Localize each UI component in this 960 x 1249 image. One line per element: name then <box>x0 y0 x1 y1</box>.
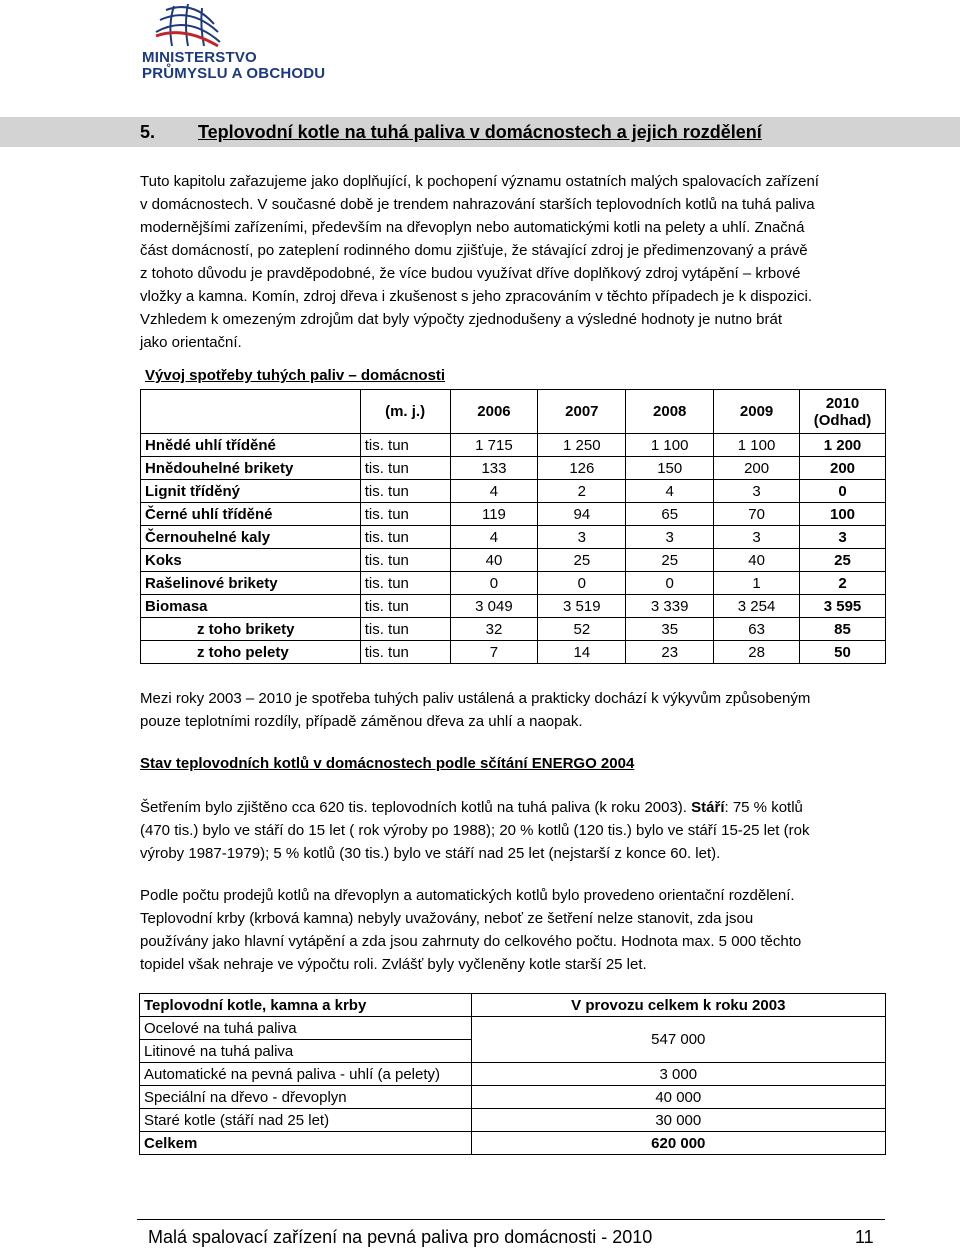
table-row: z toho pelety tis. tun 7 14 23 28 50 <box>141 641 886 664</box>
table1-header-2010: 2010 (Odhad) <box>800 390 886 434</box>
table1-header-2008: 2008 <box>626 390 714 434</box>
table-row: Lignit tříděný tis. tun 4 2 4 3 0 <box>141 480 886 503</box>
subheading: Stav teplovodních kotlů v domácnostech podle sčítání ENERGO 2004 <box>140 755 635 772</box>
table1-header-2009: 2009 <box>714 390 800 434</box>
table-row: Černouhelné kaly tis. tun 4 3 3 3 3 <box>141 526 886 549</box>
table1-header-row <box>141 390 886 434</box>
table-row: Automatické na pevná paliva - uhlí (a pelety) 3 000 <box>140 1063 886 1086</box>
table1-header-2006: 2006 <box>450 390 538 434</box>
table1-header-unit: (m. j.) <box>360 390 450 434</box>
table1-caption: Vývoj spotřeby tuhých paliv – domácnosti <box>145 367 446 384</box>
table2-header-row: Teplovodní kotle, kamna a krby V provozu celkem k roku 2003 <box>140 994 886 1017</box>
footer-divider <box>137 1219 885 1220</box>
table-row: Ocelové na tuhá paliva 547 000 <box>140 1017 886 1040</box>
footer-title: Malá spalovací zařízení na pevná paliva pro domácnosti - 2010 <box>148 1227 653 1247</box>
table-row: Černé uhlí tříděné tis. tun 119 94 65 70 100 <box>141 503 886 526</box>
fuel-consumption-table <box>140 389 886 664</box>
table-row: Hnědé uhlí tříděné tis. tun 1 715 1 250 1 100 1 100 1 200 <box>141 434 886 457</box>
table-row: Biomasa tis. tun 3 049 3 519 3 339 3 254 3 595 <box>141 595 886 618</box>
section-heading <box>140 122 762 143</box>
table-row: z toho brikety tis. tun 32 52 35 63 85 <box>141 618 886 641</box>
table-row: Speciální na dřevo - dřevoplyn 40 000 <box>140 1086 886 1109</box>
intro-paragraph: Tuto kapitolu zařazujeme jako doplňující, k pochopení významu ostatních malých spalovacích zařízení v domácnostech. V současné době je trendem nahrazování starších teplovodních kotlů na tuhá paliva modernějšími zařízeními, především na dřevoplyn nebo automatickými kotli na pelety a uhlí. Značná část domácností, po zateplení rodinného domu zjišťuje, že stávající zdroj je předimenzovaný a právě z tohoto důvodu je pravděpodobné, že více budou využívat dříve doplňkový zdroj vytápění – krbové vložky a kamna. Komín, zdroj dřeva i zkušenost s jeho zpracováním v těchto případech je k dispozici. Vzhledem k omezeným zdrojům dat byly výpočty zjednodušeny a výsledné hodnoty je nutno brát jako orientační. <box>140 173 819 351</box>
page-number: 11 <box>855 1227 874 1247</box>
table-row: Hnědouhelné brikety tis. tun 133 126 150 200 200 <box>141 457 886 480</box>
section-title: Teplovodní kotle na tuhá paliva v domácnostech a jejich rozdělení <box>198 122 762 142</box>
table-row: Koks tis. tun 40 25 25 40 25 <box>141 549 886 572</box>
table1-header-2007: 2007 <box>538 390 626 434</box>
table-row: Staré kotle (stáří nad 25 let) 30 000 <box>140 1109 886 1132</box>
distribution-paragraph: Podle počtu prodejů kotlů na dřevoplyn a automatických kotlů bylo provedeno orientační rozdělení. Teplovodní krby (krbová kamna) nebyly uvažovány, neboť ze šetření nelze stanovit, zda jsou používány jako hlavní vytápění a zda jsou zahrnuty do celkového počtu. Hodnota max. 5 000 těchto topidel však nehraje ve výpočtu roli. Zvlášť byly vyčleněny kotle starší 25 let. <box>140 887 802 973</box>
section-number: 5. <box>140 122 156 142</box>
boiler-types-table <box>139 993 886 1155</box>
table1-header-empty <box>141 390 361 434</box>
table-row: Rašelinové brikety tis. tun 0 0 0 1 2 <box>141 572 886 595</box>
survey-paragraph: Šetřením bylo zjištěno cca 620 tis. teplovodních kotlů na tuhá paliva (k roku 2003). Stáří: 75 % kotlů (470 tis.) bylo ve stáří do 15 let ( rok výroby po 1988); 20 % kotlů (120 tis.) bylo ve stáří 15-25 let (rok výroby 1987-1979); 5 % kotlů (30 tis.) bylo ve stáří nad 25 let (nejstarší z konce 60. let). <box>140 799 810 862</box>
table-row: Litinové na tuhá paliva <box>140 1040 886 1063</box>
consumption-paragraph: Mezi roky 2003 – 2010 je spotřeba tuhých paliv ustálená a prakticky dochází k výkyvům způsobeným pouze teplotními rozdíly, případě záměnou dřeva za uhlí a naopak. <box>140 690 811 730</box>
ministry-logo-text: MINISTERSTVO PRŮMYSLU A OBCHODU <box>142 49 326 82</box>
table-row: Celkem 620 000 <box>140 1132 886 1155</box>
